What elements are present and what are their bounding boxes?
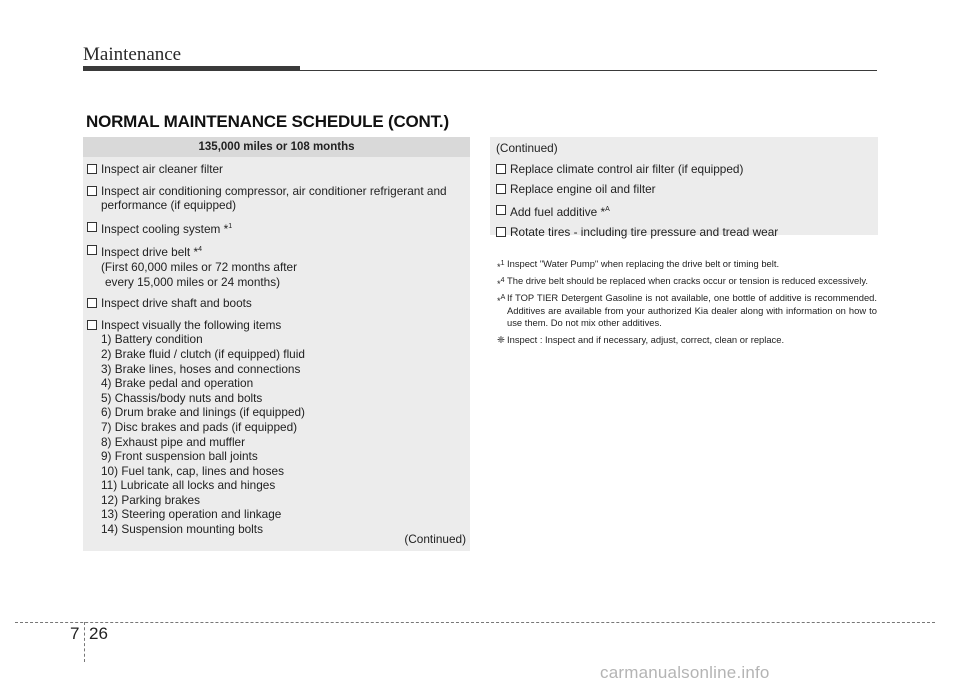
- list-item: [496, 225, 872, 240]
- footnote: [497, 275, 877, 290]
- footnote: [497, 258, 877, 270]
- inspection-subitem: 6) Drum brake and linings (if equipped): [101, 405, 305, 420]
- right-schedule-panel: [490, 137, 878, 240]
- list-item: [496, 182, 872, 197]
- header-rule-thin: [300, 70, 877, 71]
- checkbox-icon: [87, 164, 97, 174]
- drive-belt-interval: every 15,000 miles or 24 months): [105, 274, 281, 289]
- checkbox-icon: [496, 205, 506, 215]
- inspection-subitem: 1) Battery condition: [101, 332, 203, 347]
- footnote-sup: 1: [500, 260, 505, 267]
- item-label: Inspect drive shaft and boots: [101, 296, 252, 311]
- inspection-subitem: 7) Disc brakes and pads (if equipped): [101, 419, 298, 434]
- inspection-subitem: 10) Fuel tank, cap, lines and hoses: [101, 463, 284, 478]
- checkbox-icon: [87, 186, 97, 196]
- list-item: [87, 296, 464, 311]
- list-item: [87, 184, 464, 213]
- footnote-sup: A: [500, 294, 506, 302]
- inspection-subitem: 12) Parking brakes: [101, 492, 201, 507]
- page-number: 26: [89, 624, 108, 643]
- item-label: Inspect air conditioning compressor, air conditioner refrigerant and performance (if equipped): [101, 183, 447, 213]
- footnotes: [497, 258, 877, 351]
- header-rule-thick: [83, 66, 300, 71]
- footnote-mark: *: [497, 295, 501, 307]
- checkbox-icon: [87, 298, 97, 308]
- footnote-ref: 1: [228, 222, 233, 230]
- item-label: Inspect visually the following items: [101, 317, 282, 332]
- checkbox-icon: [87, 222, 97, 232]
- continued-label: (Continued): [496, 141, 558, 155]
- footnote-text: The drive belt should be replaced when cracks occur or tension is reduced excessively.: [507, 275, 868, 287]
- item-label: Inspect cooling system *: [101, 221, 229, 236]
- footnote-mark: *: [497, 261, 501, 272]
- footnote-text: If TOP TIER Detergent Gasoline is not available, one bottle of additive is recommended. Additives are available from your authorized Kia dealer along with information on how to use them. Do not mix other additives.: [507, 292, 877, 328]
- checkbox-icon: [87, 320, 97, 330]
- footnote-mark: *: [497, 278, 501, 290]
- list-item: [496, 203, 872, 220]
- footnote-ref: 4: [198, 246, 202, 254]
- list-item: [87, 220, 464, 237]
- item-label: Add fuel additive *: [510, 204, 606, 219]
- chapter-number: 7: [70, 624, 80, 643]
- visual-inspection-list: [101, 332, 464, 536]
- item-label: Replace climate control air filter (if equipped): [510, 161, 744, 176]
- checkbox-icon: [496, 227, 506, 237]
- footnote: [497, 292, 877, 329]
- checkbox-icon: [87, 245, 97, 255]
- inspection-subitem: 4) Brake pedal and operation: [101, 376, 254, 391]
- continued-label: (Continued): [404, 532, 466, 546]
- list-item: [87, 318, 464, 537]
- page-number-divider: [84, 622, 85, 662]
- footnote: [497, 334, 877, 346]
- footnote-text: Inspect "Water Pump" when replacing the drive belt or timing belt.: [507, 258, 780, 269]
- list-item: [87, 243, 464, 289]
- inspection-subitem: 11) Lubricate all locks and hinges: [101, 478, 276, 493]
- item-label: Inspect drive belt *: [101, 245, 199, 260]
- inspection-subitem: 13) Steering operation and linkage: [101, 507, 282, 522]
- footnote-sup: 4: [500, 277, 505, 285]
- inspection-subitem: 2) Brake fluid / clutch (if equipped) fluid: [101, 346, 305, 361]
- drive-belt-interval: (First 60,000 miles or 72 months after: [101, 259, 298, 274]
- footnote-mark: ❈: [497, 334, 505, 346]
- list-item: [87, 162, 464, 177]
- checkbox-icon: [496, 184, 506, 194]
- watermark: carmanualsonline.info: [600, 663, 770, 682]
- item-label: Rotate tires - including tire pressure and tread wear: [510, 225, 779, 240]
- item-label: Inspect air cleaner filter: [101, 162, 223, 176]
- inspection-subitem: 5) Chassis/body nuts and bolts: [101, 390, 263, 405]
- footer-divider: [15, 622, 935, 623]
- inspection-subitem: 9) Front suspension ball joints: [101, 449, 258, 464]
- list-item: [496, 162, 872, 177]
- left-schedule-panel: [83, 137, 470, 551]
- header-title: Maintenance: [83, 44, 182, 65]
- inspection-subitem: 14) Suspension mounting bolts: [101, 522, 263, 537]
- inspection-subitem: 8) Exhaust pipe and muffler: [101, 434, 246, 449]
- inspection-subitem: 3) Brake lines, hoses and connections: [101, 361, 301, 376]
- item-label: Replace engine oil and filter: [510, 182, 656, 197]
- schedule-interval-heading: 135,000 miles or 108 months: [83, 137, 470, 157]
- section-title: NORMAL MAINTENANCE SCHEDULE (CONT.): [86, 112, 449, 131]
- checkbox-icon: [496, 164, 506, 174]
- footnote-text: Inspect : Inspect and if necessary, adjust, correct, clean or replace.: [507, 334, 785, 346]
- footnote-ref: A: [605, 205, 610, 213]
